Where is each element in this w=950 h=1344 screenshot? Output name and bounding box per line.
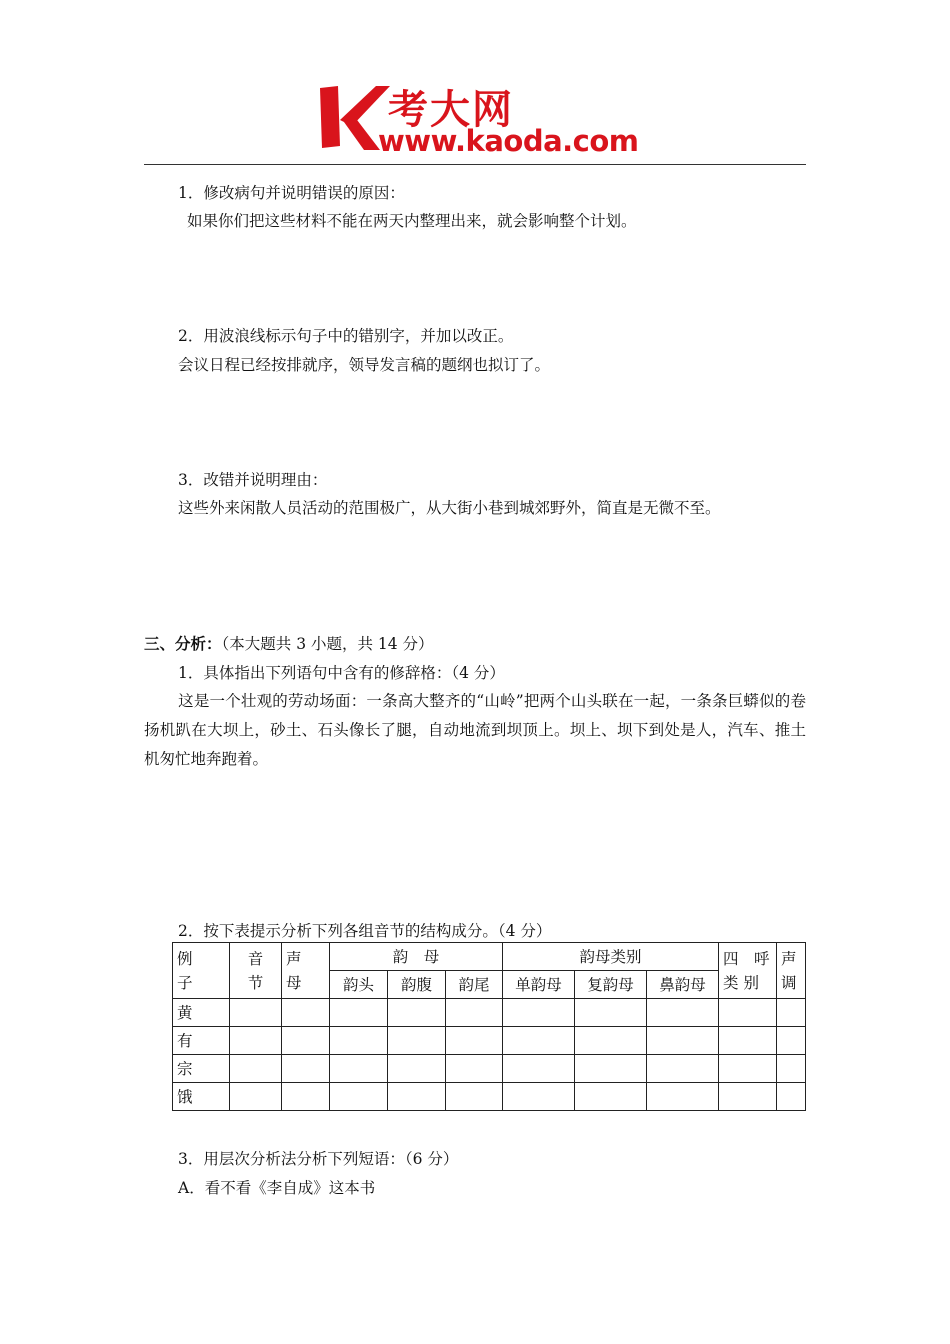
- table-row: [173, 1027, 806, 1055]
- header-compound-final: 复韵母: [575, 971, 647, 999]
- s3-q3-label: 3．用层次分析法分析下列短语：（6 分）: [178, 1150, 459, 1168]
- s3-q1-label: 1．具体指出下列语句中含有的修辞格：（4 分）: [178, 664, 505, 682]
- section3-note: （本大题共 3 小题，共 14 分）: [221, 635, 434, 653]
- q3-sentence: 这些外来闲散人员活动的范围极广，从大街小巷到城郊野外，简直是无微不至。: [178, 499, 721, 517]
- header-syllable: 音 节: [230, 943, 282, 999]
- header-coda: 韵尾: [446, 971, 503, 999]
- table-row: [173, 1055, 806, 1083]
- row-example-char: 宗: [173, 1055, 230, 1083]
- logo-chinese-name: 考大网: [388, 87, 514, 133]
- row-example-char: 有: [173, 1027, 230, 1055]
- q1-sentence: 如果你们把这些材料不能在两天内整理出来，就会影响整个计划。: [187, 212, 637, 230]
- q1-label: 1．修改病句并说明错误的原因：: [178, 184, 405, 202]
- q2-label: 2．用波浪线标示句子中的错别字，并加以改正。: [178, 327, 514, 345]
- header-final-type: 韵母类别: [503, 943, 719, 971]
- syllable-structure-table: [172, 942, 806, 1111]
- logo-url: www.kaoda.com: [378, 124, 639, 158]
- header-medial: 韵头: [330, 971, 388, 999]
- row-example-char: 饿: [173, 1083, 230, 1111]
- header-final: 韵 母: [330, 943, 503, 971]
- table-row: [173, 1083, 806, 1111]
- header-tone: 声 调: [777, 943, 806, 999]
- s3-q2-label: 2．按下表提示分析下列各组音节的结构成分。（4 分）: [178, 922, 552, 940]
- section3-title: 三、分析：: [144, 634, 222, 653]
- s3-q1-paragraph: [144, 687, 806, 774]
- row-example-char: 黄: [173, 999, 230, 1027]
- header-nasal-final: 鼻韵母: [647, 971, 719, 999]
- table-header-row: [173, 943, 806, 971]
- header-nucleus: 韵腹: [388, 971, 446, 999]
- q3-label: 3．改错并说明理由：: [178, 471, 328, 489]
- table-row: [173, 999, 806, 1027]
- header-initial: 声 母: [282, 943, 330, 999]
- header-simple-final: 单韵母: [503, 971, 575, 999]
- q2-sentence: 会议日程已经按排就序，领导发言稿的题纲也拟订了。: [178, 356, 551, 374]
- kaoda-logo: [318, 80, 648, 160]
- s3-q3-item-a: A．看不看《李自成》这本书: [178, 1179, 376, 1197]
- header-four-hu: 四 呼 类 别: [719, 943, 777, 999]
- section3-heading: [144, 634, 434, 654]
- header-rule: [144, 164, 806, 165]
- header-example: 例 子: [173, 943, 230, 999]
- s3-q1-text: 这是一个壮观的劳动场面：一条高大整齐的“山岭”把两个山头联在一起，一条条巨蟒似的卷扬机趴在大坝上，砂土、石头像长了腿，自动地流到坝顶上。坝上、坝下到处是人，汽车、推土机匆忙地奔跑着。: [144, 692, 806, 768]
